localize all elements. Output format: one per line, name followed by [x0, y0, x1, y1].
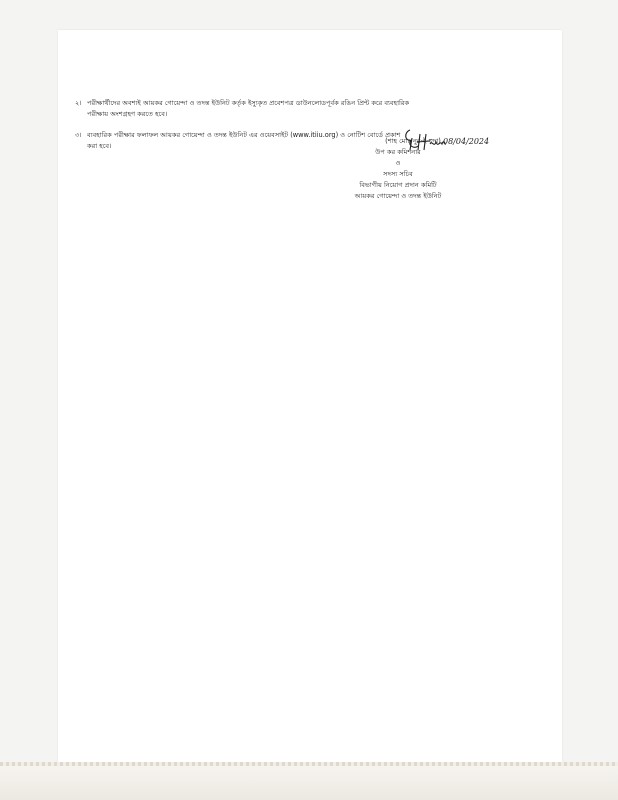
item-text-line1: পরীক্ষার্থীদের অবশ্যই আয়কর গোয়েন্দা ও তদন্ত ইউনিট কর্তৃক ইস্যুকৃত প্রবেশপত্র ডাউনলোডপূর্বক রঙিন প্রিন্ট করে ব্যবহারিক: [87, 99, 410, 107]
signatory-title: উপ কর কমিশনার: [375, 148, 421, 156]
item-text-line2: পরীক্ষায় অংশগ্রহণ করতে হবে।: [87, 110, 168, 118]
scan-background: [0, 762, 618, 800]
item-text-line1: ব্যবহারিক পরীক্ষার ফলাফল আয়কর গোয়েন্দা ও তদন্ত ইউনিট এর ওয়েবসাইট (www.itiiu.org) ও নোটিশ বোর্ডে প্রকাশ: [87, 131, 401, 139]
item-text-line2: করা হবে।: [87, 142, 112, 150]
signatory-and: ও: [395, 159, 401, 167]
signatory-committee: বিভাগীয় নিয়োগ প্রদান কমিটি: [359, 181, 437, 189]
instruction-item-2: [75, 98, 495, 120]
signatory-unit: আয়কর গোয়েন্দা ও তদন্ত ইউনিট: [354, 192, 442, 200]
signatory-block: [318, 136, 478, 202]
scan-edge: [0, 762, 618, 766]
signatory-name: (শাহ মোঃ নুর-ই-হুদা): [385, 137, 441, 145]
signature-date: 08/04/2024: [443, 137, 490, 146]
signatory-role: সদস্য সচিব: [383, 170, 413, 178]
item-number: ২।: [75, 99, 82, 107]
item-number: ৩।: [75, 131, 82, 139]
